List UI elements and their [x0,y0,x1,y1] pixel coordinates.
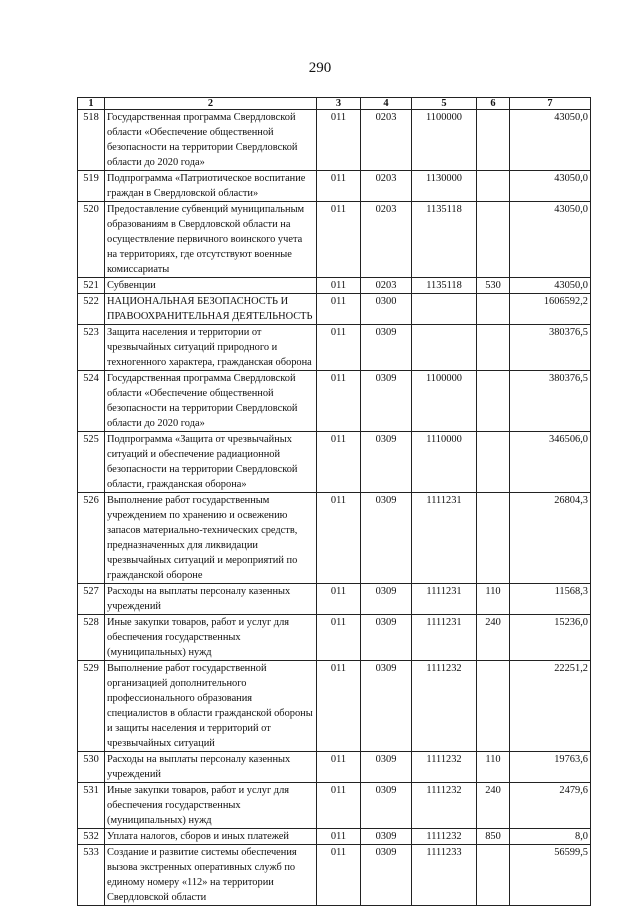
row-target-cell: 1110000 [412,432,477,493]
row-code3-cell: 011 [317,584,361,615]
row-name-cell: Государственная программа Свердловской области «Обеспечение общественной безопасности на территории Свердловской области до 2020 года» [105,371,317,432]
table-row [78,584,591,615]
row-number-cell: 523 [78,325,105,371]
row-section-cell: 0203 [361,110,412,171]
row-code3-cell: 011 [317,171,361,202]
table-row [78,110,591,171]
row-number-cell: 532 [78,829,105,845]
row-sum-cell: 43050,0 [510,171,591,202]
row-target-cell: 1111232 [412,829,477,845]
row-sum-cell: 11568,3 [510,584,591,615]
row-code3-cell: 011 [317,829,361,845]
row-target-cell: 1100000 [412,110,477,171]
row-type-cell: 240 [477,615,510,661]
table-row [78,845,591,906]
row-type-cell [477,171,510,202]
row-target-cell [412,294,477,325]
row-code3-cell: 011 [317,493,361,584]
table-row [78,752,591,783]
row-name-cell: Субвенции [105,278,317,294]
row-target-cell: 1111232 [412,752,477,783]
row-sum-cell: 380376,5 [510,325,591,371]
row-sum-cell: 346506,0 [510,432,591,493]
row-name-cell: Государственная программа Свердловской области «Обеспечение общественной безопасности на территории Свердловской области до 2020 года» [105,110,317,171]
row-number-cell: 530 [78,752,105,783]
row-number-cell: 520 [78,202,105,278]
row-code3-cell: 011 [317,752,361,783]
row-number-cell: 524 [78,371,105,432]
row-code3-cell: 011 [317,110,361,171]
row-section-cell: 0309 [361,371,412,432]
table-row [78,615,591,661]
col-header-5: 5 [412,98,477,110]
table-row [78,294,591,325]
row-type-cell: 240 [477,783,510,829]
table-row [78,202,591,278]
row-target-cell: 1130000 [412,171,477,202]
row-code3-cell: 011 [317,615,361,661]
row-section-cell: 0309 [361,584,412,615]
row-target-cell: 1111232 [412,661,477,752]
row-type-cell [477,661,510,752]
row-number-cell: 533 [78,845,105,906]
row-sum-cell: 22251,2 [510,661,591,752]
row-sum-cell: 2479,6 [510,783,591,829]
row-type-cell [477,432,510,493]
row-section-cell: 0203 [361,202,412,278]
row-code3-cell: 011 [317,278,361,294]
col-header-6: 6 [477,98,510,110]
row-sum-cell: 56599,5 [510,845,591,906]
row-name-cell: Предоставление субвенций муниципальным образованиям в Свердловской области на осуществление первичного воинского учета на территориях, где отсутствуют военные комиссариаты [105,202,317,278]
row-type-cell [477,493,510,584]
row-target-cell [412,325,477,371]
row-number-cell: 526 [78,493,105,584]
row-number-cell: 528 [78,615,105,661]
row-code3-cell: 011 [317,661,361,752]
row-name-cell: Иные закупки товаров, работ и услуг для обеспечения государственных (муниципальных) нужд [105,615,317,661]
row-number-cell: 521 [78,278,105,294]
row-target-cell: 1100000 [412,371,477,432]
row-section-cell: 0309 [361,845,412,906]
row-sum-cell: 8,0 [510,829,591,845]
row-section-cell: 0203 [361,278,412,294]
row-type-cell [477,110,510,171]
table-header-row [78,98,591,110]
row-sum-cell: 43050,0 [510,202,591,278]
row-code3-cell: 011 [317,783,361,829]
table-row [78,783,591,829]
row-type-cell: 850 [477,829,510,845]
row-number-cell: 518 [78,110,105,171]
row-type-cell [477,845,510,906]
row-name-cell: Подпрограмма «Защита от чрезвычайных ситуаций и обеспечение радиационной безопасности на территории Свердловской области, гражданская оборона» [105,432,317,493]
row-target-cell: 1135118 [412,202,477,278]
col-header-2: 2 [105,98,317,110]
row-section-cell: 0309 [361,829,412,845]
row-name-cell: Расходы на выплаты персоналу казенных учреждений [105,752,317,783]
row-type-cell [477,202,510,278]
row-section-cell: 0203 [361,171,412,202]
table-row [78,325,591,371]
row-name-cell: Выполнение работ государственной организацией дополнительного профессионального образования специалистов в области гражданской обороны и защиты населения и территорий от чрезвычайных ситуаций [105,661,317,752]
budget-table [77,97,591,906]
table-row [78,171,591,202]
row-section-cell: 0309 [361,661,412,752]
row-name-cell: Иные закупки товаров, работ и услуг для обеспечения государственных (муниципальных) нужд [105,783,317,829]
row-sum-cell: 19763,6 [510,752,591,783]
table-row [78,493,591,584]
row-name-cell: Уплата налогов, сборов и иных платежей [105,829,317,845]
row-number-cell: 529 [78,661,105,752]
table-row [78,432,591,493]
row-section-cell: 0309 [361,325,412,371]
row-name-cell: НАЦИОНАЛЬНАЯ БЕЗОПАСНОСТЬ И ПРАВООХРАНИТЕЛЬНАЯ ДЕЯТЕЛЬНОСТЬ [105,294,317,325]
col-header-1: 1 [78,98,105,110]
row-code3-cell: 011 [317,371,361,432]
page-number: 290 [308,60,332,76]
row-sum-cell: 43050,0 [510,278,591,294]
row-number-cell: 531 [78,783,105,829]
row-name-cell: Создание и развитие системы обеспечения вызова экстренных оперативных служб по единому номеру «112» на территории Свердловской области [105,845,317,906]
row-code3-cell: 011 [317,202,361,278]
row-section-cell: 0300 [361,294,412,325]
table-row [78,371,591,432]
row-code3-cell: 011 [317,294,361,325]
row-name-cell: Выполнение работ государственным учреждением по хранению и освежению запасов материально-технических средств, предназначенных для ликвидации чрезвычайных ситуаций и мероприятий по гражданской обороне [105,493,317,584]
row-number-cell: 527 [78,584,105,615]
row-sum-cell: 26804,3 [510,493,591,584]
row-target-cell: 1111232 [412,783,477,829]
row-section-cell: 0309 [361,432,412,493]
row-type-cell [477,371,510,432]
row-target-cell: 1111231 [412,584,477,615]
table-row [78,278,591,294]
row-type-cell: 530 [477,278,510,294]
row-sum-cell: 15236,0 [510,615,591,661]
row-type-cell: 110 [477,752,510,783]
row-type-cell [477,325,510,371]
row-section-cell: 0309 [361,783,412,829]
row-target-cell: 1111233 [412,845,477,906]
row-sum-cell: 43050,0 [510,110,591,171]
row-sum-cell: 380376,5 [510,371,591,432]
row-sum-cell: 1606592,2 [510,294,591,325]
row-name-cell: Расходы на выплаты персоналу казенных учреждений [105,584,317,615]
table-row [78,829,591,845]
col-header-4: 4 [361,98,412,110]
row-code3-cell: 011 [317,325,361,371]
row-code3-cell: 011 [317,432,361,493]
row-type-cell: 110 [477,584,510,615]
row-name-cell: Подпрограмма «Патриотическое воспитание граждан в Свердловской области» [105,171,317,202]
row-target-cell: 1111231 [412,493,477,584]
row-type-cell [477,294,510,325]
table-row [78,661,591,752]
row-section-cell: 0309 [361,752,412,783]
row-section-cell: 0309 [361,615,412,661]
row-section-cell: 0309 [361,493,412,584]
row-target-cell: 1111231 [412,615,477,661]
col-header-7: 7 [510,98,591,110]
row-number-cell: 525 [78,432,105,493]
row-name-cell: Защита населения и территории от чрезвычайных ситуаций природного и техногенного характера, гражданская оборона [105,325,317,371]
row-target-cell: 1135118 [412,278,477,294]
row-number-cell: 522 [78,294,105,325]
col-header-3: 3 [317,98,361,110]
row-number-cell: 519 [78,171,105,202]
row-code3-cell: 011 [317,845,361,906]
